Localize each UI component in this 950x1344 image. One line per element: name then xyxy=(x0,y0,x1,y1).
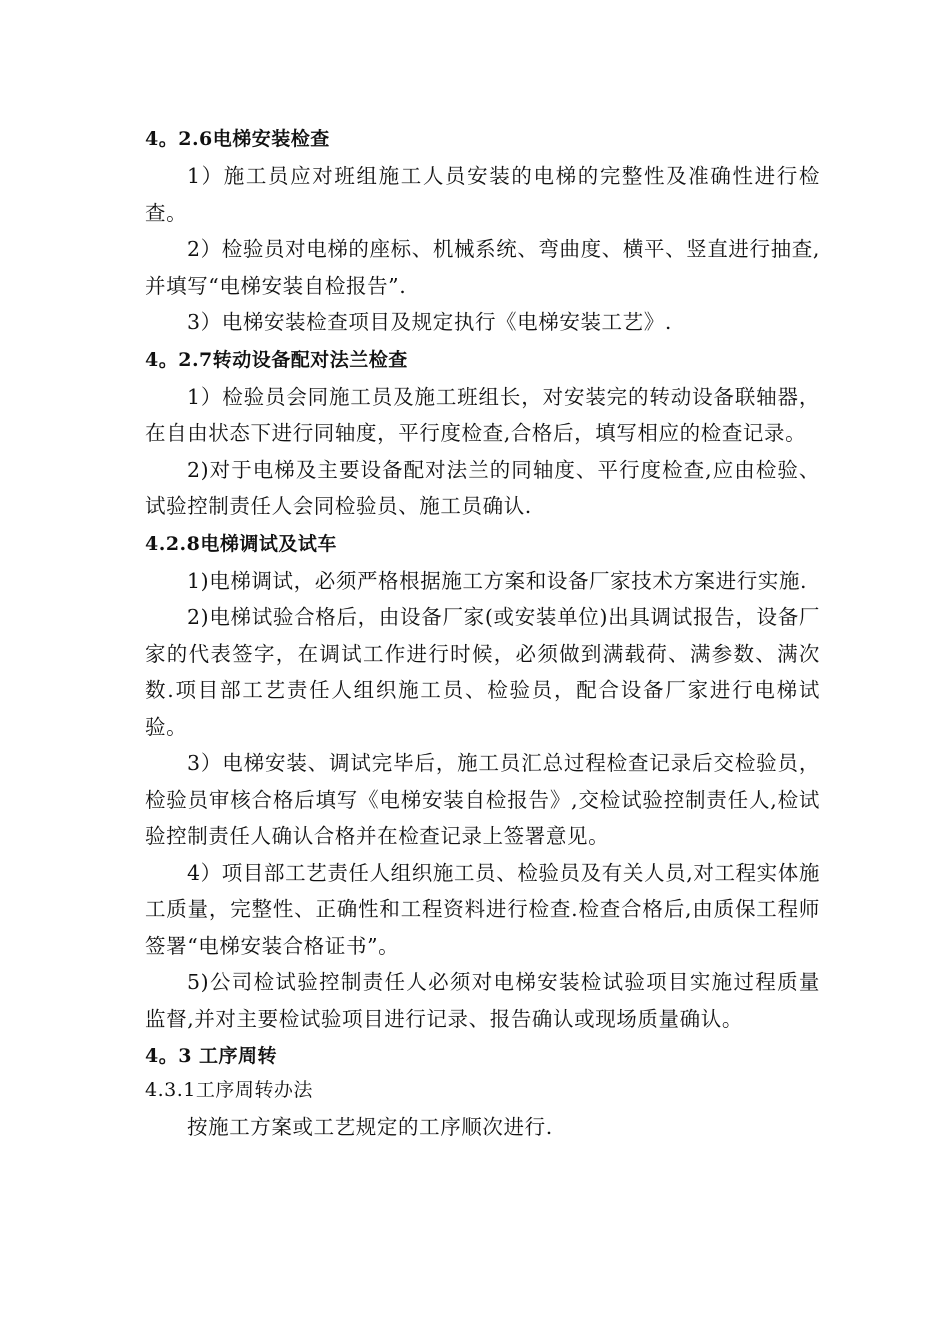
paragraph: 2）检验员对电梯的座标、机械系统、弯曲度、横平、竖直进行抽查,并填写“电梯安装自检报告”. xyxy=(145,237,820,298)
section-heading-4-2-7: 4。2.7转动设备配对法兰检查 xyxy=(145,348,408,371)
paragraph: 1）检验员会同施工员及施工班组长，对安装完的转动设备联轴器，在自由状态下进行同轴度，平行度检查,合格后，填写相应的检查记录。 xyxy=(145,384,820,445)
paragraph: 2)对于电梯及主要设备配对法兰的同轴度、平行度检查,应由检验、试验控制责任人会同检验员、施工员确认. xyxy=(145,457,820,518)
paragraph: 2)电梯试验合格后，由设备厂家(或安装单位)出具调试报告，设备厂家的代表签字，在调试工作进行时候，必须做到满载荷、满参数、满次数.项目部工艺责任人组织施工员、检验员，配合设备厂家进行电梯试验。 xyxy=(145,605,820,739)
paragraph: 5)公司检试验控制责任人必须对电梯安装检试验项目实施过程质量监督,并对主要检试验项目进行记录、报告确认或现场质量确认。 xyxy=(145,970,820,1031)
section-heading-4-2-6: 4。2.6电梯安装检查 xyxy=(145,128,330,150)
paragraph: 1)电梯调试，必须严格根据施工方案和设备厂家技术方案进行实施. xyxy=(187,568,808,593)
paragraph: 3）电梯安装、调试完毕后，施工员汇总过程检查记录后交检验员，检验员审核合格后填写《电梯安装自检报告》,交检试验控制责任人,检试验控制责任人确认合格并在检查记录上签署意见。 xyxy=(145,751,820,848)
section-heading-4-3: 4。3 工序周转 xyxy=(145,1045,278,1067)
paragraph: 4）项目部工艺责任人组织施工员、检验员及有关人员,对工程实体施工质量，完整性、正确性和工程资料进行检查.检查合格后,由质保工程师签署“电梯安装合格证书”。 xyxy=(145,860,820,958)
subsection-heading-4-3-1: 4.3.1工序周转办法 xyxy=(145,1079,313,1101)
paragraph: 1）施工员应对班组施工人员安装的电梯的完整性及准确性进行检查。 xyxy=(145,164,820,225)
paragraph: 按施工方案或工艺规定的工序顺次进行. xyxy=(187,1115,553,1139)
paragraph: 3）电梯安装检查项目及规定执行《电梯安装工艺》. xyxy=(187,310,672,334)
section-heading-4-2-8: 4.2.8电梯调试及试车 xyxy=(145,532,337,555)
